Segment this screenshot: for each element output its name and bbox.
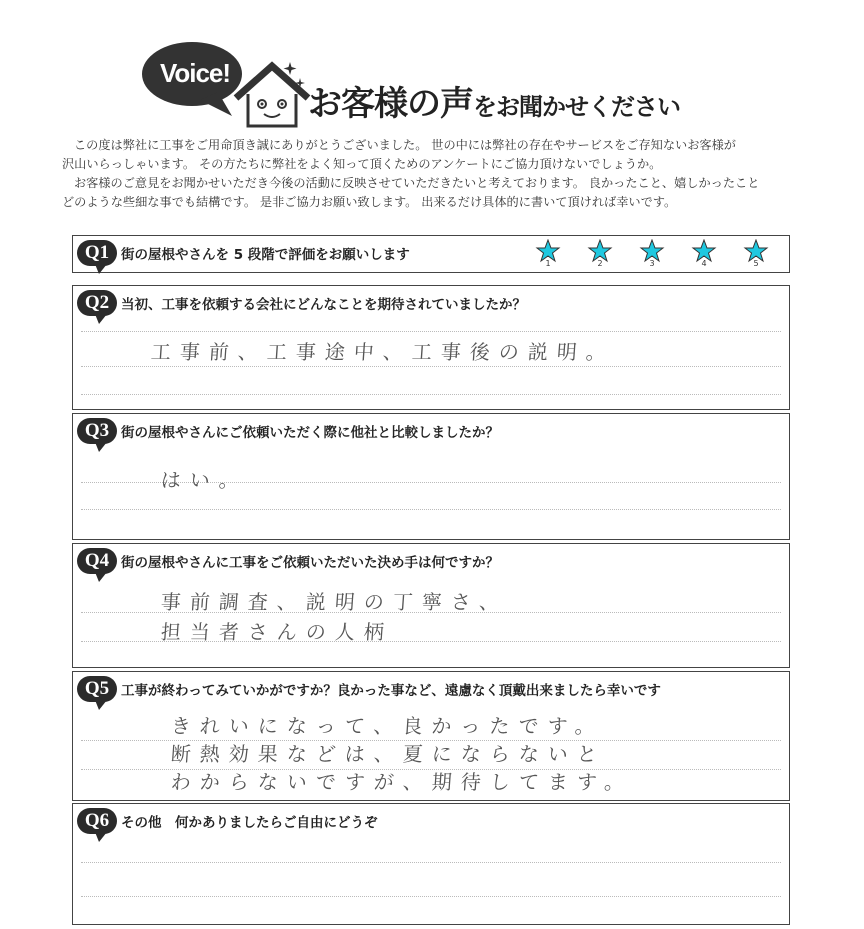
q4-badge: Q4 bbox=[77, 548, 117, 574]
q6-text: その他 何かありましたらご自由にどうぞ bbox=[121, 815, 378, 831]
question-5-box bbox=[72, 671, 790, 801]
star-2[interactable] bbox=[587, 239, 613, 269]
q4-text: 街の屋根やさんに工事をご依頼いただいた決め手は何ですか？ bbox=[121, 555, 499, 571]
q2-answer: 工事前、工事途中、工事後の説明。 bbox=[150, 340, 616, 364]
q6-badge: Q6 bbox=[77, 808, 117, 834]
q3-badge: Q3 bbox=[77, 418, 117, 444]
question-6-box bbox=[72, 803, 790, 925]
q2-badge: Q2 bbox=[77, 290, 117, 316]
q1-text: 街の屋根やさんを 5 段階で評価をお願いします bbox=[121, 247, 410, 263]
intro-line: どのような些細な事でも結構です。 是非ご協力お願い致します。 出来るだけ具体的に書いて頂ければ幸いです。 bbox=[62, 195, 677, 209]
q5-answer-line-1: きれいになって、良かったです。 bbox=[170, 714, 605, 738]
star-3[interactable] bbox=[639, 239, 665, 269]
star-label: 1 bbox=[545, 259, 551, 268]
star-5[interactable] bbox=[743, 239, 769, 269]
q3-text: 街の屋根やさんにご依頼いただく際に他社と比較しましたか？ bbox=[121, 425, 499, 441]
question-4-box bbox=[72, 543, 790, 668]
q1-badge: Q1 bbox=[77, 240, 117, 266]
question-3-box bbox=[72, 413, 790, 540]
q4-answer-line-1: 事前調査、説明の丁寧さ、 bbox=[160, 590, 509, 614]
page-title bbox=[308, 76, 680, 125]
q4-answer-line-2: 担当者さんの人柄 bbox=[160, 620, 394, 644]
star-label: 2 bbox=[597, 259, 603, 268]
q3-answer: はい。 bbox=[160, 468, 249, 492]
intro-line: この度は弊社に工事をご用命頂き誠にありがとうございました。 世の中には弊社の存在やサービスをご存知ないお客様が bbox=[74, 138, 736, 152]
q5-answer-line-3: わからないですが、期待してます。 bbox=[170, 770, 635, 794]
question-1-box bbox=[72, 235, 790, 273]
q2-text: 当初、工事を依頼する会社にどんなことを期待されていましたか？ bbox=[121, 297, 526, 313]
title-sub: をお聞かせください bbox=[473, 93, 680, 121]
q5-answer-line-2: 断熱効果などは、夏にならないと bbox=[170, 742, 607, 766]
star-label: 4 bbox=[701, 259, 707, 268]
title-main: お客様の声 bbox=[308, 84, 473, 124]
voice-badge: Voice! bbox=[159, 58, 231, 88]
star-1[interactable] bbox=[535, 239, 561, 269]
star-4[interactable] bbox=[691, 239, 717, 269]
intro-line: お客様のご意見をお聞かせいただき今後の活動に反映させていただきたいと考えております。 良かったこと、嬉しかったこと bbox=[74, 176, 760, 190]
intro-line: 沢山いらっしゃいます。 その方たちに弊社をよく知って頂くためのアンケートにご協力頂けないでしょうか。 bbox=[62, 157, 662, 171]
question-2-box bbox=[72, 285, 790, 410]
rating-stars[interactable] bbox=[535, 239, 769, 269]
star-label: 3 bbox=[649, 259, 655, 268]
intro-text bbox=[62, 136, 822, 212]
q5-badge: Q5 bbox=[77, 676, 117, 702]
q5-text: 工事が終わってみていかがですか？良かった事など、遠慮なく頂戴出来ましたら幸いです bbox=[121, 683, 661, 699]
star-label: 5 bbox=[753, 259, 759, 268]
house-mascot-icon bbox=[232, 60, 312, 130]
